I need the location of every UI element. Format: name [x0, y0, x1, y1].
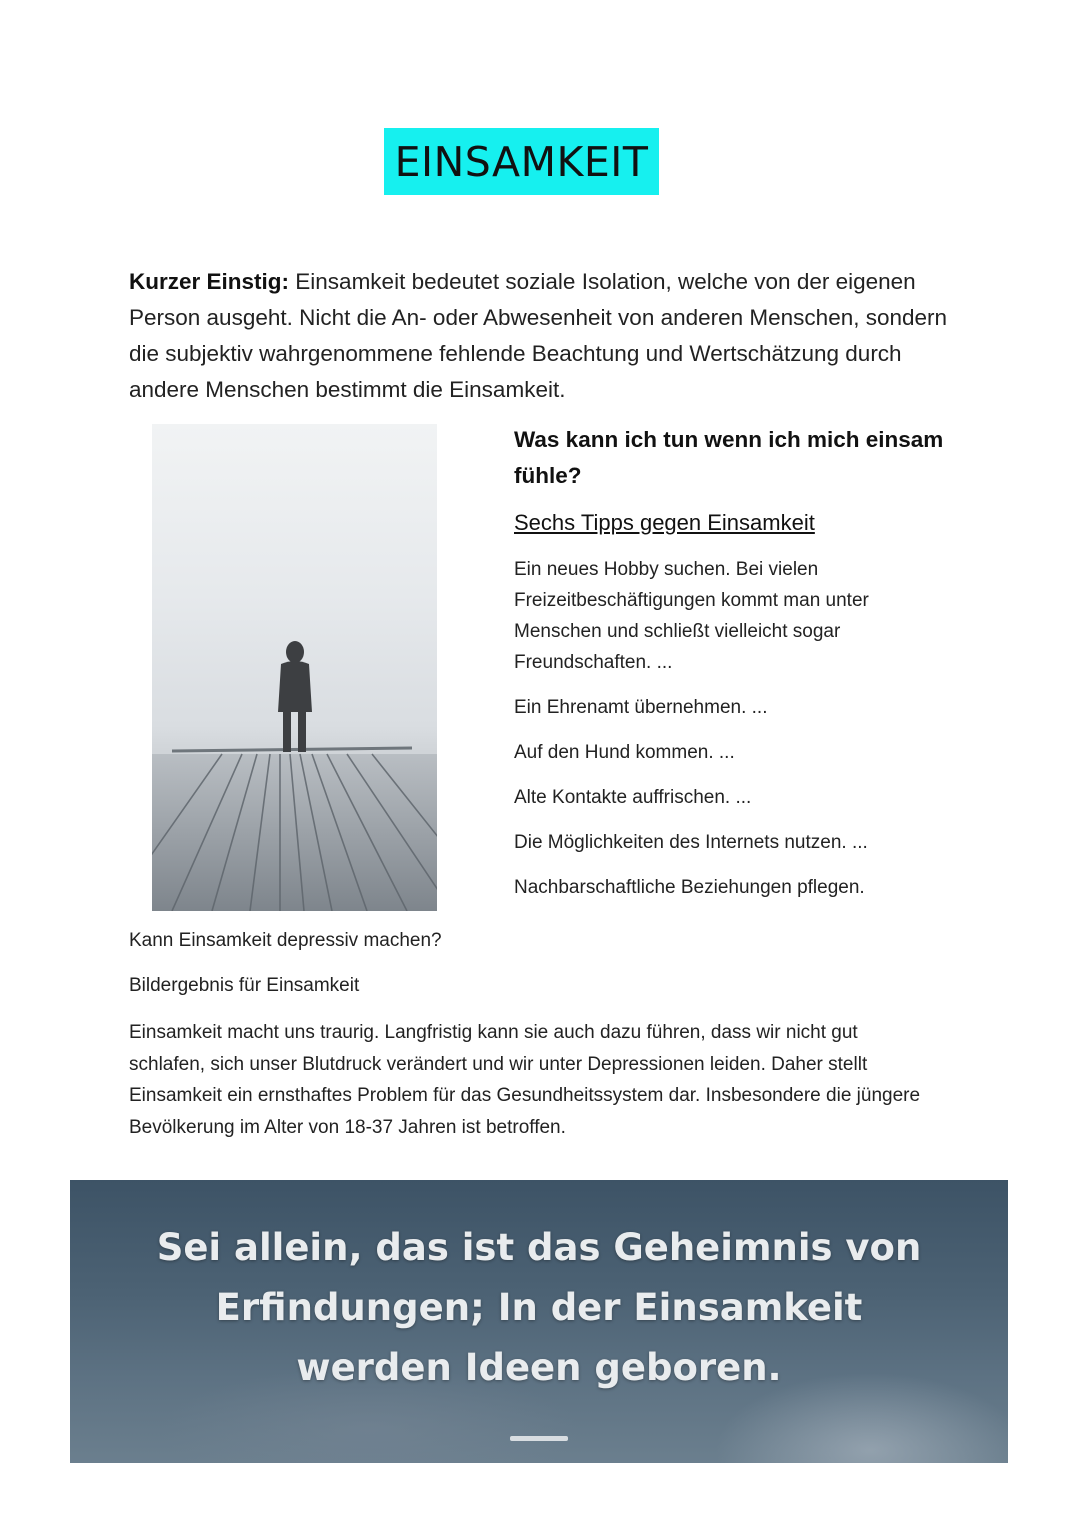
- intro-text: Einsamkeit bedeutet soziale Isolation, welche von der eigenen Person ausgeht. Nicht die An- oder Abwesenheit von anderen Menschen, sondern die subjektiv wahrgenommene fehlende Beachtung und Wertschätzung durch andere Menschen bestimmt die Einsamkeit.: [129, 269, 948, 402]
- tips-heading: Sechs Tipps gegen Einsamkeit: [514, 510, 815, 535]
- tip-item: Alte Kontakte auffrischen. ...: [514, 787, 752, 808]
- intro-paragraph: [129, 264, 949, 408]
- quote-line: werden Ideen geboren.: [296, 1346, 782, 1389]
- tip-item: Auf den Hund kommen. ...: [514, 742, 735, 763]
- quote-line: Sei allein, das ist das Geheimnis von: [156, 1226, 922, 1269]
- depression-question: Kann Einsamkeit depressiv machen?: [129, 930, 442, 951]
- image-result-caption: Bildergebnis für Einsamkeit: [129, 975, 360, 996]
- pier-edge: [172, 748, 412, 751]
- tip-item: Die Möglichkeiten des Internets nutzen. ...: [514, 832, 868, 853]
- quote-line: Erfindungen; In der Einsamkeit: [215, 1286, 863, 1329]
- tip-item: Nachbarschaftliche Beziehungen pflegen.: [514, 877, 865, 898]
- intro-label: Kurzer Einstig:: [129, 269, 290, 294]
- lonely-person-photo: [152, 424, 437, 911]
- person-silhouette: [278, 641, 312, 752]
- tip-item: Ein neues Hobby suchen. Bei vielen Freizeitbeschäftigungen kommt man unter Menschen und schließt vielleicht sogar Freundschaften. ...: [514, 559, 869, 673]
- pier-illustration: [152, 424, 437, 911]
- question-heading: Was kann ich tun wenn ich mich einsam fühle?: [514, 427, 944, 488]
- body-paragraph: Einsamkeit macht uns traurig. Langfristig kann sie auch dazu führen, dass wir nicht gut schlafen, sich unser Blutdruck verändert und wir unter Depressionen leiden. Daher stellt Einsamkeit ein ernsthaftes Problem für das Gesundheitssystem dar. Insbesondere die jüngere Bevölkerung im Alter von 18-37 Jahren ist betroffen.: [129, 1022, 921, 1138]
- quote-text: [70, 1218, 1008, 1398]
- tips-column: [514, 422, 944, 903]
- page-title: EINSAMKEIT: [384, 128, 659, 195]
- quote-banner: [70, 1180, 1008, 1463]
- tip-item: Ein Ehrenamt übernehmen. ...: [514, 697, 768, 718]
- quote-divider: [510, 1436, 568, 1441]
